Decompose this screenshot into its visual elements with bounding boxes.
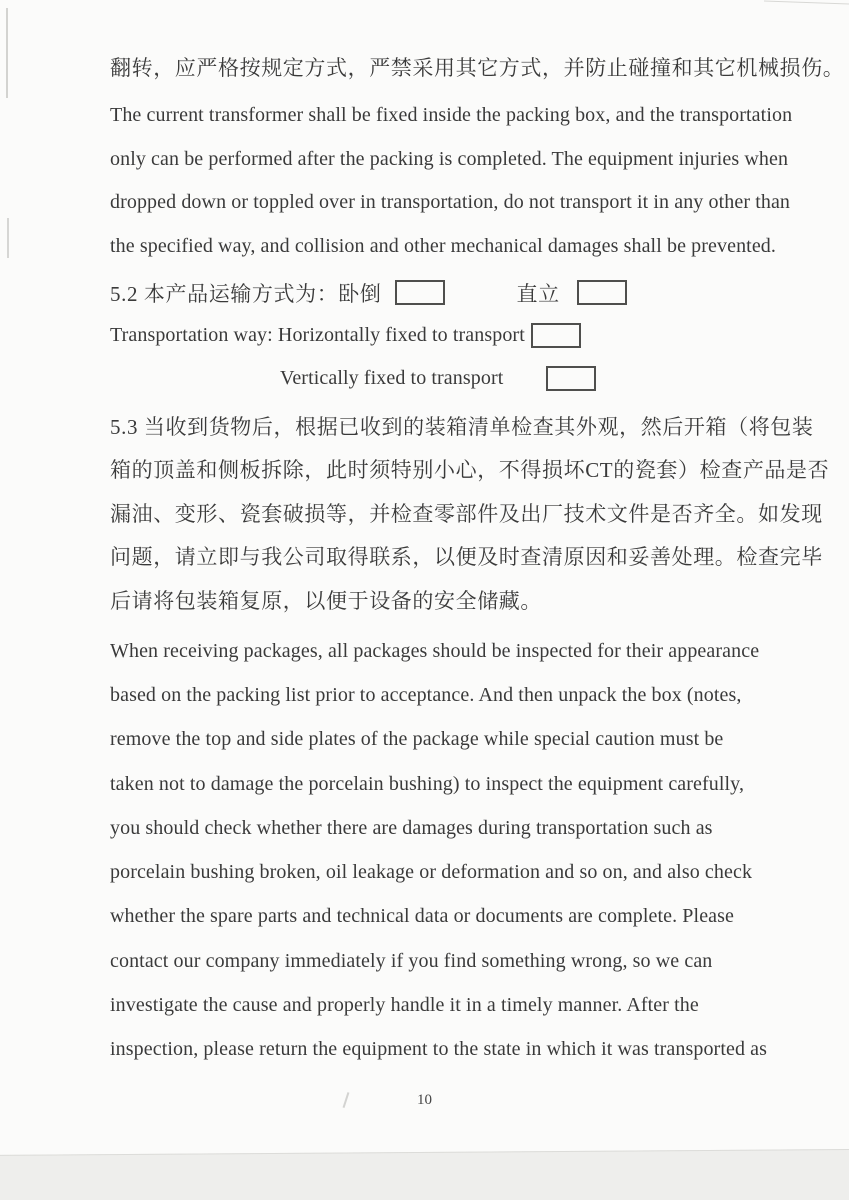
checkbox-horizontal-zh xyxy=(395,280,445,305)
checkbox-horizontal-en xyxy=(531,323,581,348)
text-line: you should check whether there are damages during transportation such as xyxy=(110,816,713,839)
transportation-way-label-en: Transportation way: Horizontally fixed to transport xyxy=(110,324,525,347)
scan-edge-artifact xyxy=(764,1,849,5)
text-line: only can be performed after the packing is completed. The equipment injuries when xyxy=(110,147,789,170)
text-line: 5.3 当收到货物后，根据已收到的装箱清单检查其外观，然后开箱（将包装 xyxy=(110,414,814,439)
text-line: taken not to damage the porcelain bushing) to inspect the equipment carefully, xyxy=(110,772,745,795)
scan-paper-edge xyxy=(0,1149,849,1200)
text-line: The current transformer shall be fixed inside the packing box, and the transportation xyxy=(110,104,793,127)
option-vertical-label-zh: 直立 xyxy=(516,281,560,306)
text-line: dropped down or toppled over in transportation, do not transport it in any other than xyxy=(110,191,791,214)
text-line: 箱的顶盖和侧板拆除，此时须特别小心，不得损坏CT的瓷套）检查产品是否 xyxy=(110,458,830,483)
section-5-2-en-horizontal xyxy=(110,314,772,358)
section-5-3-zh xyxy=(110,404,830,622)
text-line: whether the spare parts and technical data or documents are complete. Please xyxy=(110,905,735,928)
section-5-2-label-zh: 5.2 本产品运输方式为：卧倒 xyxy=(110,281,382,306)
text-line: investigate the cause and properly handle it in a timely manner. After the xyxy=(110,994,699,1017)
text-line: inspection, please return the equipment to the state in which it was transported as xyxy=(110,1038,768,1061)
text-line: 翻转，应严格按规定方式，严禁采用其它方式，并防止碰撞和其它机械损伤。 xyxy=(110,55,845,80)
vertically-fixed-label-en: Vertically fixed to transport xyxy=(280,367,504,390)
page-number: 10 xyxy=(417,1092,432,1108)
paragraph-transport-en xyxy=(110,94,793,268)
text-line: remove the top and side plates of the package while special caution must be xyxy=(110,728,724,751)
text-line: the specified way, and collision and other mechanical damages shall be prevented. xyxy=(110,234,776,257)
checkbox-vertical-zh xyxy=(577,280,627,305)
text-line: porcelain bushing broken, oil leakage or deformation and so on, and also check xyxy=(110,861,753,884)
section-5-2-zh xyxy=(110,271,772,315)
text-line: contact our company immediately if you find something wrong, so we can xyxy=(110,949,713,972)
text-line: 问题，请立即与我公司取得联系，以便及时查清原因和妥善处理。检查完毕 xyxy=(110,545,823,570)
text-line: 后请将包装箱复原，以便于设备的安全储藏。 xyxy=(110,588,542,613)
scan-edge-artifact xyxy=(6,8,8,98)
checkbox-vertical-en xyxy=(546,366,596,391)
scan-edge-artifact xyxy=(7,218,9,258)
section-5-2-en-vertical xyxy=(110,357,772,401)
paragraph-receiving-en xyxy=(110,629,772,1072)
text-line: 漏油、变形、瓷套破损等，并检查零部件及出厂技术文件是否齐全。如发现 xyxy=(110,501,823,526)
text-line: When receiving packages, all packages should be inspected for their appearance xyxy=(110,639,760,662)
text-line: based on the packing list prior to acceptance. And then unpack the box (notes, xyxy=(110,683,742,706)
paragraph-intro-zh xyxy=(110,45,845,89)
